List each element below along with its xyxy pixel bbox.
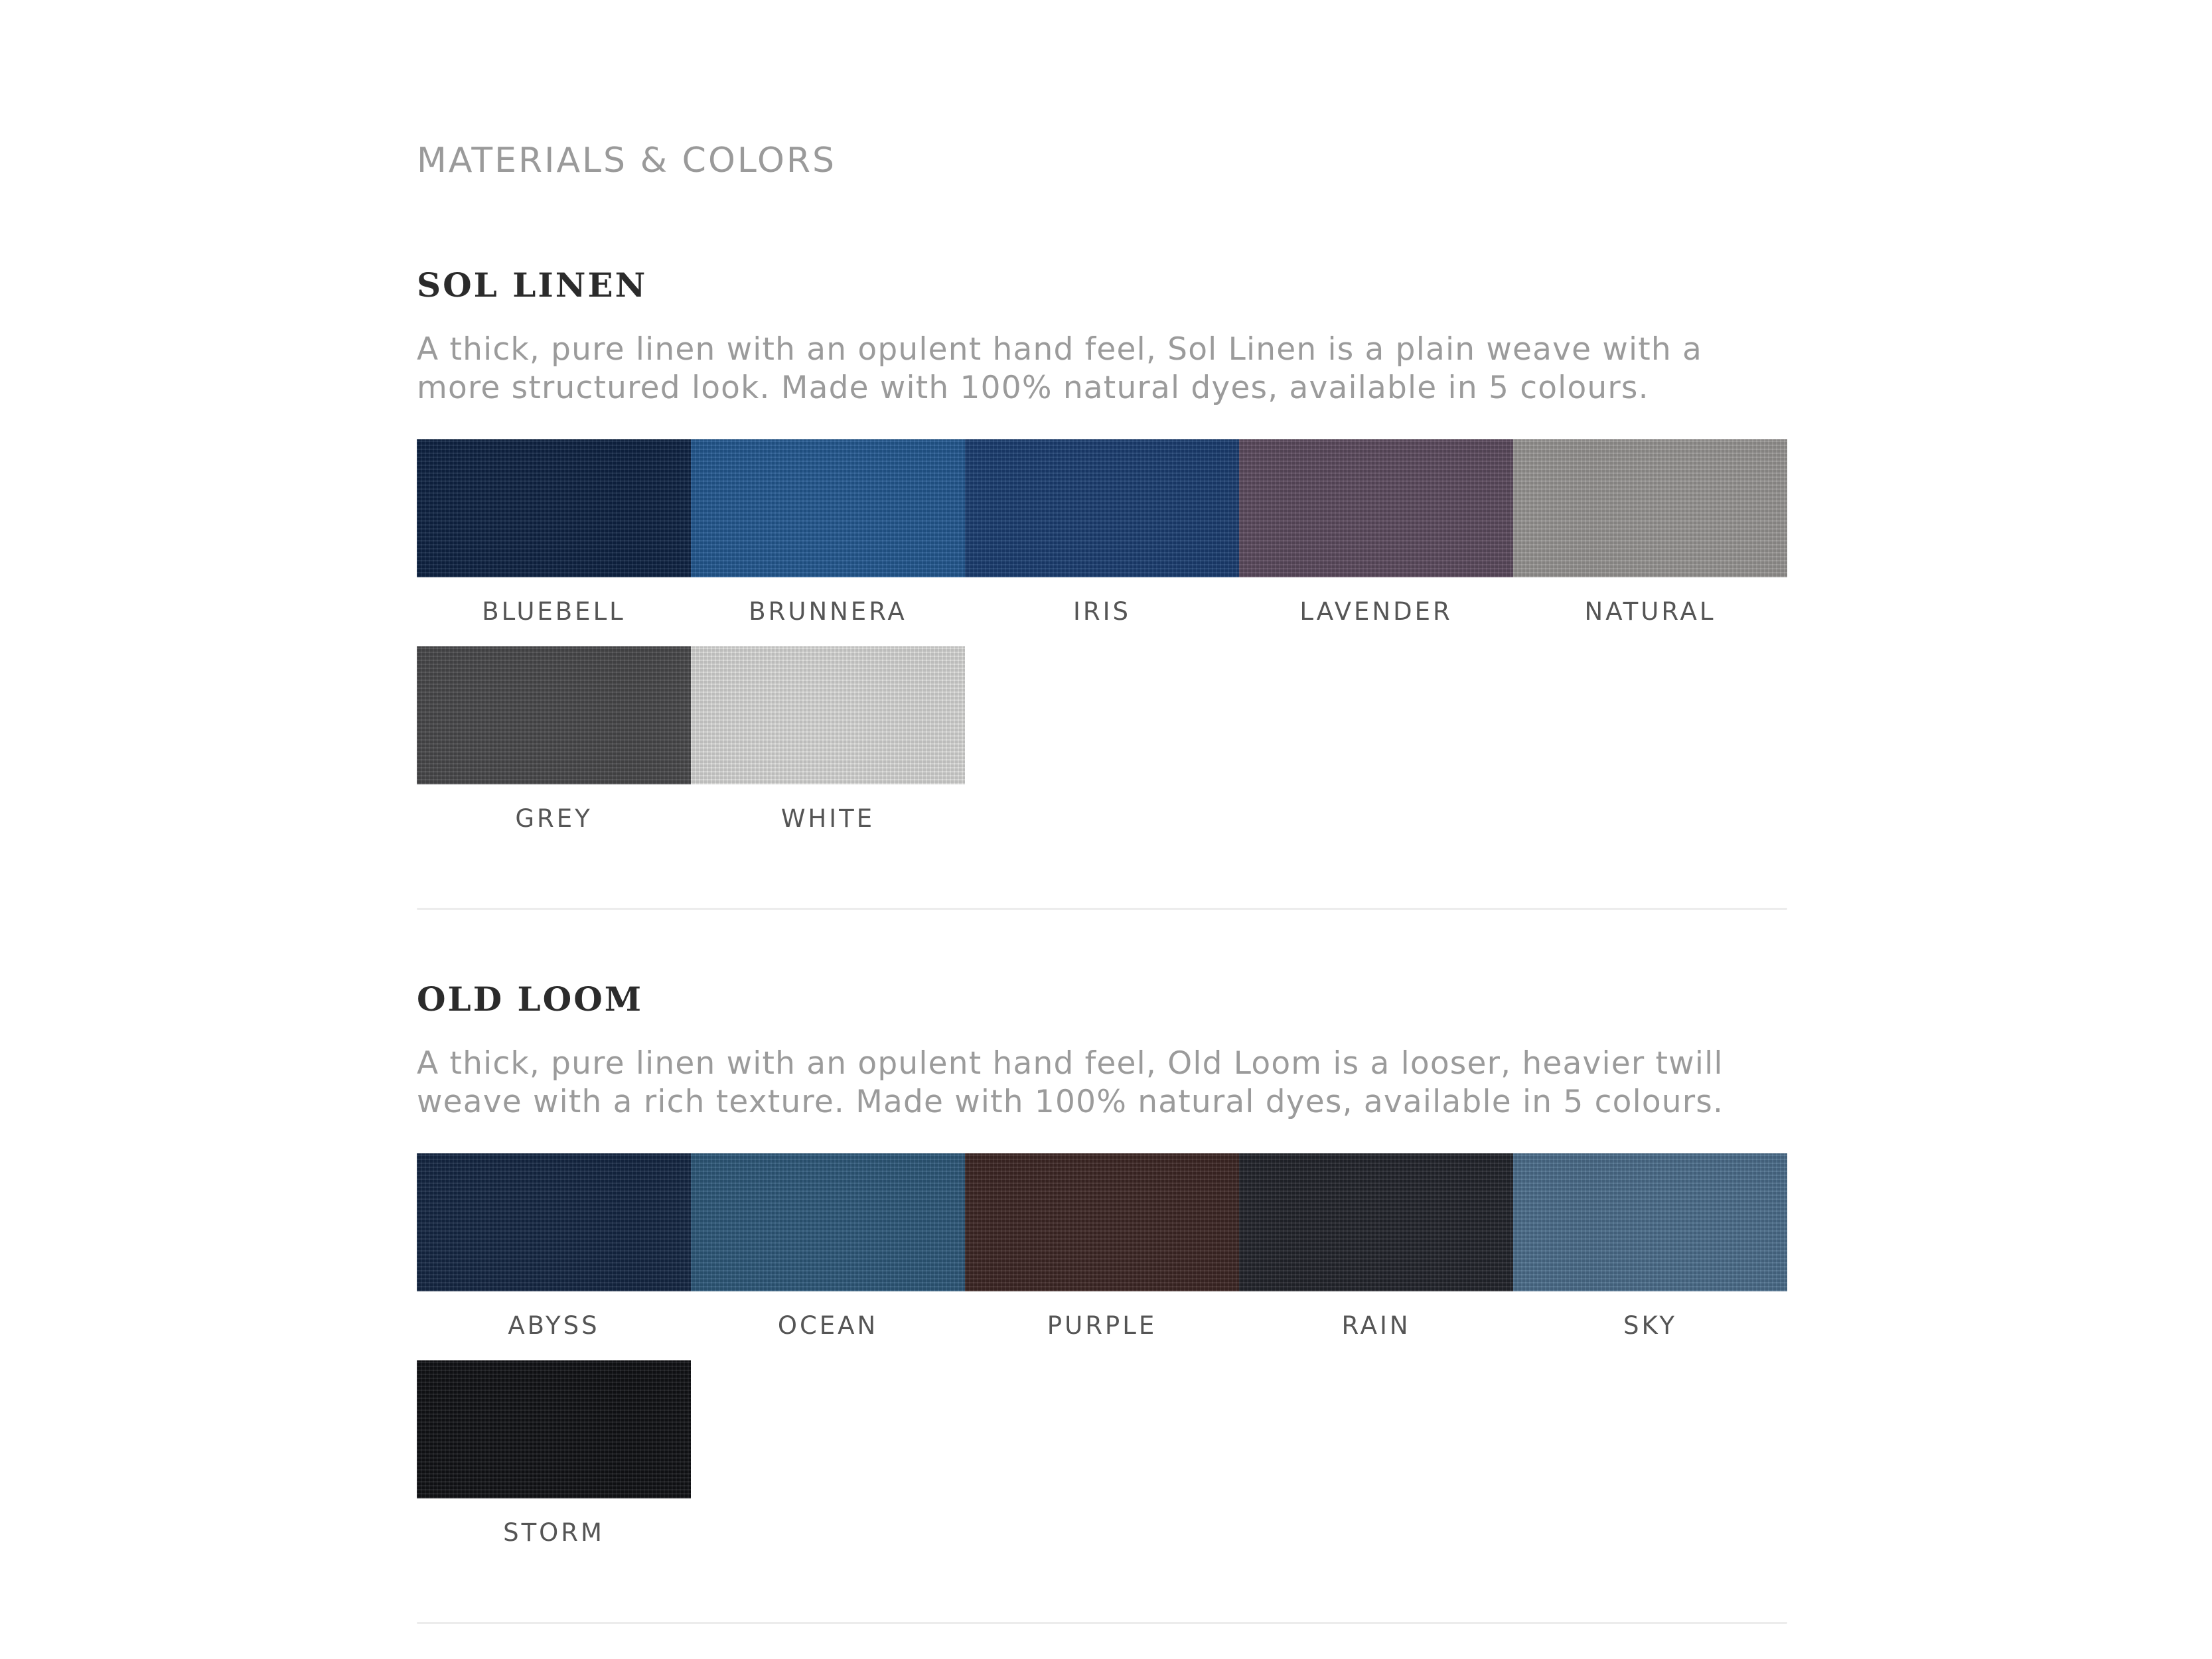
swatch-label: ABYSS — [508, 1311, 600, 1340]
swatch-image — [1239, 1153, 1513, 1291]
swatch-image — [691, 646, 965, 784]
swatch-label: NATURAL — [1584, 597, 1716, 626]
material-name: OLD LOOM — [417, 979, 644, 1019]
swatch-sky[interactable] — [1513, 1153, 1787, 1360]
swatch-image — [1513, 439, 1787, 577]
swatch-image — [691, 1153, 965, 1291]
swatch-image — [417, 1360, 691, 1498]
swatch-image — [965, 439, 1239, 577]
material-description: A thick, pure linen with an opulent hand feel, Old Loom is a looser, heavier twill weave with a rich texture. Made with 100% natural dyes, available in 5 colours. — [417, 1045, 1724, 1120]
swatch-iris[interactable] — [965, 439, 1239, 646]
swatch-natural[interactable] — [1513, 439, 1787, 646]
swatch-label: OCEAN — [777, 1311, 879, 1340]
swatch-storm[interactable] — [417, 1360, 691, 1567]
swatch-image — [691, 439, 965, 577]
swatch-image — [1513, 1153, 1787, 1291]
material-name: SOL LINEN — [417, 265, 648, 305]
swatch-label: PURPLE — [1047, 1311, 1157, 1340]
material-description: A thick, pure linen with an opulent hand feel, Sol Linen is a plain weave with a more structured look. Made with 100% natural dyes, available in 5 colours. — [417, 331, 1703, 406]
swatch-image — [417, 1153, 691, 1291]
swatch-image — [965, 1153, 1239, 1291]
swatch-label: RAIN — [1341, 1311, 1411, 1340]
swatch-purple[interactable] — [965, 1153, 1239, 1360]
swatch-image — [417, 646, 691, 784]
section-divider — [417, 908, 1787, 910]
swatch-label: BLUEBELL — [482, 597, 626, 626]
swatch-rain[interactable] — [1239, 1153, 1513, 1360]
swatch-label: GREY — [515, 804, 593, 833]
section-title: MATERIALS & COLORS — [417, 141, 837, 180]
swatch-image — [417, 439, 691, 577]
swatch-abyss[interactable] — [417, 1153, 691, 1360]
swatch-label: SKY — [1623, 1311, 1678, 1340]
swatch-label: WHITE — [780, 804, 875, 833]
swatch-ocean[interactable] — [691, 1153, 965, 1360]
swatch-brunnera[interactable] — [691, 439, 965, 646]
swatch-bluebell[interactable] — [417, 439, 691, 646]
section-divider — [417, 1622, 1787, 1624]
swatch-label: STORM — [503, 1518, 605, 1547]
swatch-lavender[interactable] — [1239, 439, 1513, 646]
swatch-label: IRIS — [1072, 597, 1132, 626]
swatch-image — [1239, 439, 1513, 577]
swatch-label: BRUNNERA — [749, 597, 907, 626]
swatch-label: LAVENDER — [1299, 597, 1453, 626]
swatch-white[interactable] — [691, 646, 965, 853]
swatch-grey[interactable] — [417, 646, 691, 853]
